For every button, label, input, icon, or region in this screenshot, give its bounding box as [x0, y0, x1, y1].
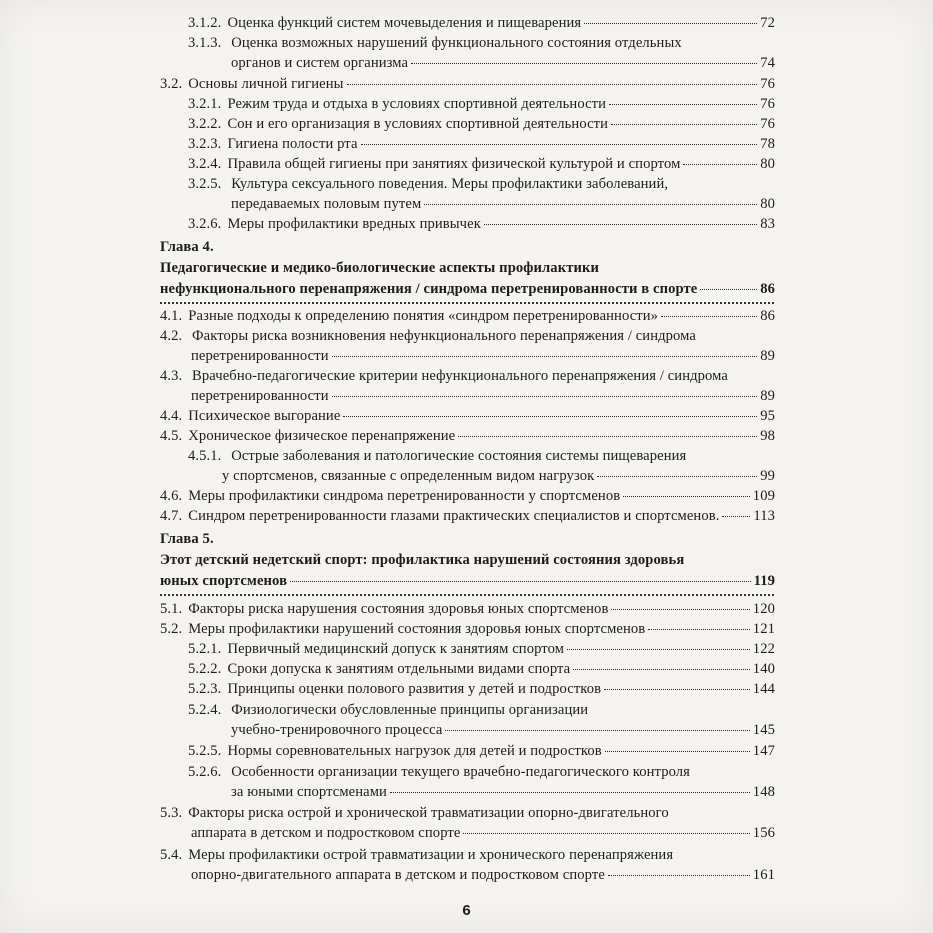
entry-page: 80 [760, 156, 775, 172]
entry-title: Режим труда и отдыха в условиях спортивной деятельности [227, 96, 607, 112]
entry-page: 86 [760, 308, 775, 324]
entry-title: перетренированности [191, 348, 329, 364]
entry-title: Меры профилактики острой травматизации и хронического перенапряжения [188, 847, 674, 863]
entry-number: 5.2. [160, 621, 183, 637]
entry-page: 76 [760, 116, 775, 132]
entry-page: 72 [760, 15, 775, 31]
entry-number: 3.1.2. [188, 15, 222, 31]
entry-title: Нормы соревновательных нагрузок для детей и подростков [227, 743, 602, 759]
entry-page: 74 [760, 55, 775, 71]
entry-number: 3.2.3. [188, 136, 222, 152]
entry-title: Факторы риска нарушения состояния здоровья юных спортсменов [188, 601, 609, 617]
entry-number: 5.4. [160, 847, 183, 863]
entry-number: 4.4. [160, 408, 183, 424]
entry-title: Врачебно-педагогические критерии нефункционального перенапряжения / синдрома [192, 368, 728, 384]
entry-title: Факторы риска возникновения нефункционального перенапряжения / синдрома [192, 328, 696, 344]
entry-title: учебно-тренировочного процесса [231, 722, 443, 738]
entry-number: 5.2.5. [188, 743, 222, 759]
entry-title: передаваемых половым путем [231, 196, 422, 212]
entry-page: 76 [760, 96, 775, 112]
chapter-title-line: Этот детский недетский спорт: профилактика нарушений состояния здоровья [160, 552, 685, 568]
entry-title: перетренированности [191, 388, 329, 404]
entry-number: 3.2.4. [188, 156, 222, 172]
entry-title: Гигиена полости рта [227, 136, 358, 152]
entry-page: 161 [752, 867, 775, 883]
entry-page: 122 [752, 641, 775, 657]
entry-title: Оценка возможных нарушений функционального состояния отдельных [231, 35, 682, 51]
entry-page: 119 [753, 573, 775, 589]
entry-number: 5.1. [160, 601, 183, 617]
entry-page: 120 [752, 601, 775, 617]
chapter-title-line: нефункционального перенапряжения / синдрома перетренированности в спорте [160, 281, 698, 297]
entry-title: опорно-двигательного аппарата в детском и подростковом спорте [191, 867, 605, 883]
entry-page: 145 [752, 722, 775, 738]
entry-title: Особенности организации текущего врачебно-педагогического контроля [231, 764, 690, 780]
entry-number: 4.5. [160, 428, 183, 444]
entry-page: 89 [760, 388, 775, 404]
entry-number: 3.2.1. [188, 96, 222, 112]
entry-page: 78 [760, 136, 775, 152]
entry-title: за юными спортсменами [231, 784, 387, 800]
entry-title: Оценка функций систем мочевыделения и пищеварения [227, 15, 582, 31]
entry-page: 156 [752, 825, 775, 841]
entry-page: 148 [752, 784, 775, 800]
entry-number: 3.2.5. [188, 176, 222, 192]
entry-number: 4.2. [160, 328, 183, 344]
chapter-title-line: Педагогические и медико-биологические аспекты профилактики [160, 260, 599, 276]
entry-title: Острые заболевания и патологические состояния системы пищеварения [231, 448, 687, 464]
entry-number: 5.2.3. [188, 681, 222, 697]
entry-title: у спортсменов, связанные с определенным видом нагрузок [222, 468, 595, 484]
entry-page: 147 [752, 743, 775, 759]
entry-number: 3.1.3. [188, 35, 222, 51]
chapter-number: Глава 5. [160, 531, 214, 547]
entry-title: Физиологически обусловленные принципы организации [231, 702, 589, 718]
entry-number: 5.3. [160, 805, 183, 821]
entry-page: 83 [760, 216, 775, 232]
entry-number: 3.2.6. [188, 216, 222, 232]
chapter-number: Глава 4. [160, 239, 214, 255]
entry-title: Основы личной гигиены [188, 76, 344, 92]
entry-number: 4.5.1. [188, 448, 222, 464]
entry-title: органов и систем организма [231, 55, 409, 71]
entry-page: 109 [752, 488, 775, 504]
entry-page: 121 [752, 621, 775, 637]
entry-page: 95 [760, 408, 775, 424]
entry-title: Принципы оценки полового развития у детей и подростков [227, 681, 602, 697]
entry-title: Культура сексуального поведения. Меры профилактики заболеваний, [231, 176, 669, 192]
entry-page: 144 [752, 681, 775, 697]
entry-number: 4.3. [160, 368, 183, 384]
entry-number: 4.6. [160, 488, 183, 504]
entry-title: Сроки допуска к занятиям отдельными видами спорта [227, 661, 571, 677]
entry-number: 3.2. [160, 76, 183, 92]
entry-page: 76 [760, 76, 775, 92]
entry-page: 98 [760, 428, 775, 444]
page-number: 6 [462, 902, 471, 919]
entry-number: 4.7. [160, 508, 183, 524]
entry-title: Сон и его организация в условиях спортивной деятельности [227, 116, 609, 132]
entry-page: 80 [760, 196, 775, 212]
entry-page: 113 [753, 508, 775, 524]
entry-title: Факторы риска острой и хронической травматизации опорно-двигательного [188, 805, 669, 821]
entry-number: 5.2.1. [188, 641, 222, 657]
entry-page: 89 [760, 348, 775, 364]
chapter-title-line: юных спортсменов [160, 573, 288, 589]
entry-page: 99 [760, 468, 775, 484]
entry-title: Психическое выгорание [188, 408, 341, 424]
entry-title: Первичный медицинский допуск к занятиям спортом [227, 641, 565, 657]
entry-number: 3.2.2. [188, 116, 222, 132]
entry-title: Правила общей гигиены при занятиях физической культурой и спортом [227, 156, 681, 172]
entry-title: Синдром перетренированности глазами практических специалистов и спортсменов. [188, 508, 720, 524]
entry-title: Разные подходы к определению понятия «синдром перетренированности» [188, 308, 659, 324]
entry-title: Меры профилактики нарушений состояния здоровья юных спортсменов [188, 621, 646, 637]
entry-number: 5.2.4. [188, 702, 222, 718]
entry-number: 5.2.2. [188, 661, 222, 677]
entry-title: Хроническое физическое перенапряжение [188, 428, 456, 444]
entry-title: аппарата в детском и подростковом спорте [191, 825, 461, 841]
entry-page: 140 [752, 661, 775, 677]
entry-number: 4.1. [160, 308, 183, 324]
entry-title: Меры профилактики вредных привычек [227, 216, 481, 232]
entry-number: 5.2.6. [188, 764, 222, 780]
entry-title: Меры профилактики синдрома перетренированности у спортсменов [188, 488, 621, 504]
entry-page: 86 [760, 281, 775, 297]
